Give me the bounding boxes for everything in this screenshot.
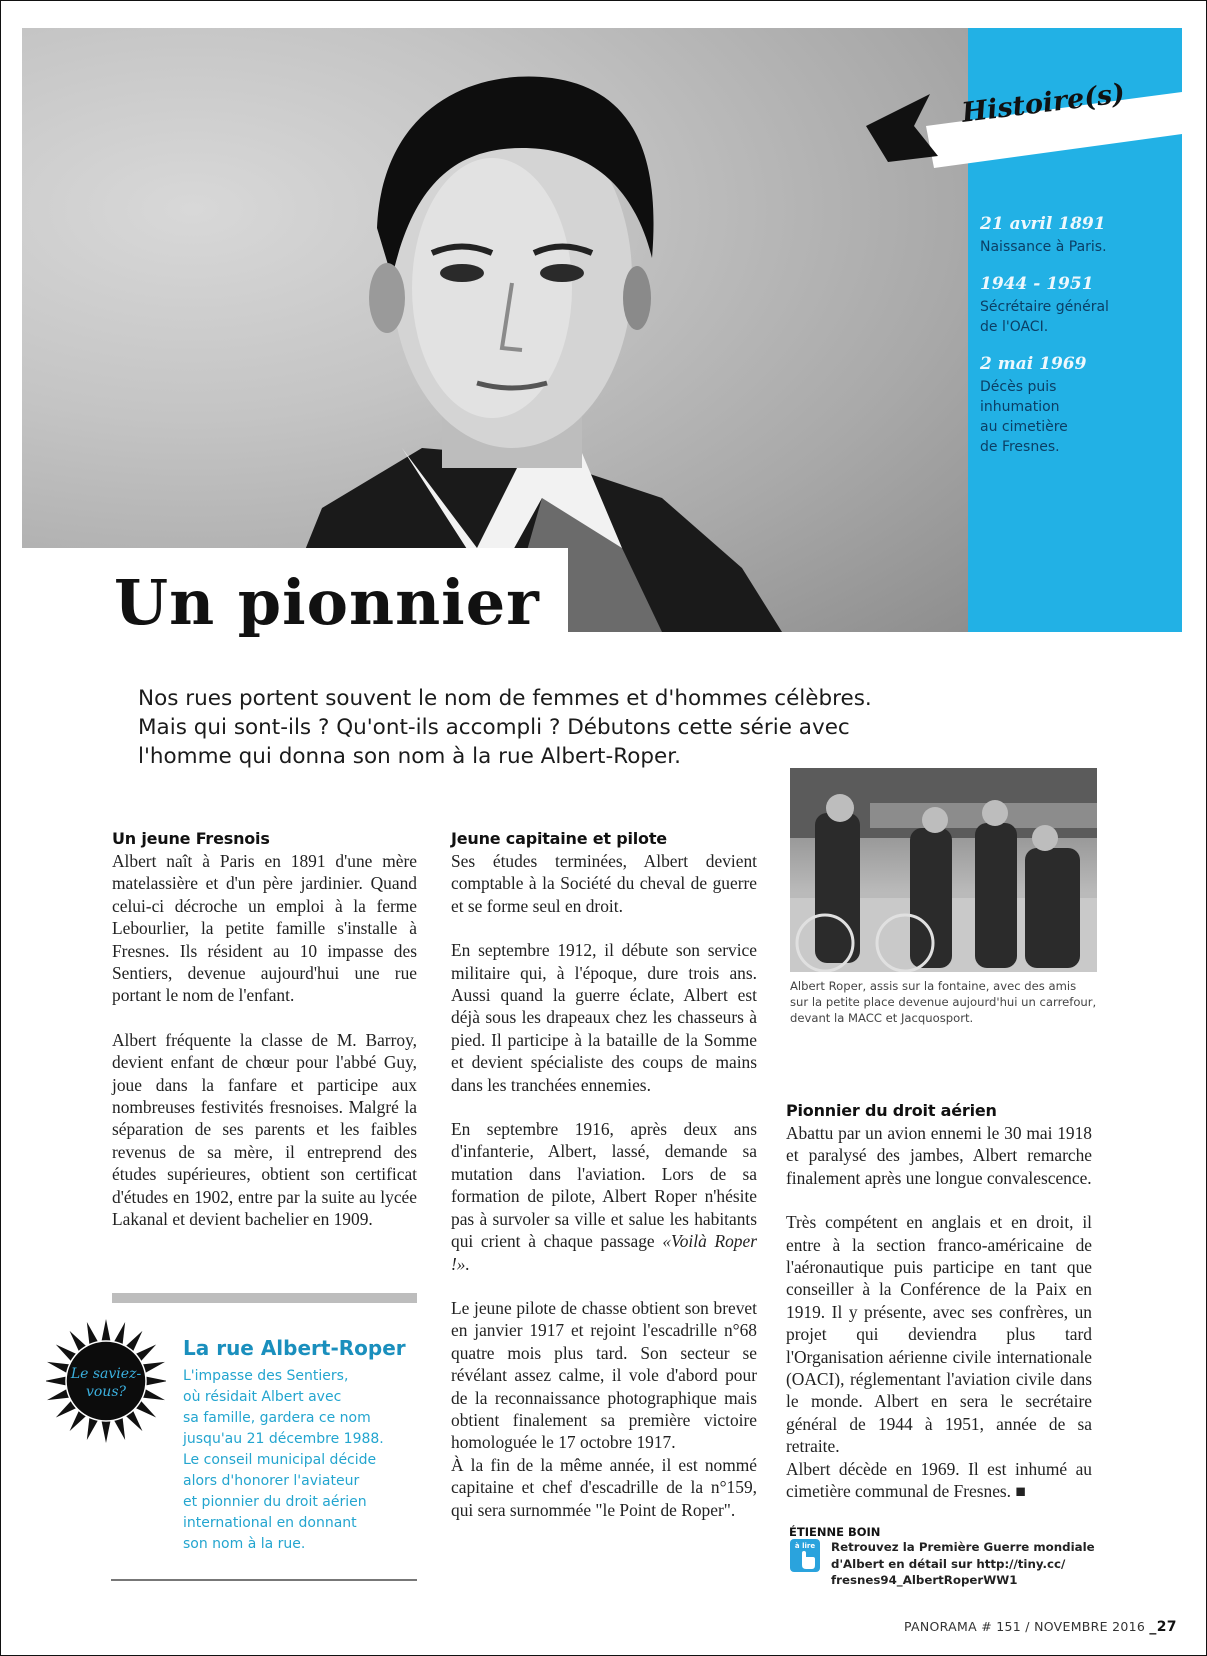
section-heading: Pionnier du droit aérien (786, 1101, 997, 1120)
timeline-date: 2 mai 1969 (980, 354, 1087, 374)
hand-glyph (790, 1539, 820, 1572)
timeline-line: de l'OACI. (980, 319, 1049, 335)
page-number: _27 (1149, 1619, 1177, 1635)
sun-ray (46, 1376, 68, 1386)
timeline-line: de Fresnes. (980, 439, 1060, 455)
paragraph: Ses études terminées, Albert devient comptable à la Société du cheval de guerre et se forme seul en droit. (451, 851, 757, 916)
timeline-item (980, 274, 1170, 337)
timeline-line: au cimetière (980, 419, 1068, 435)
article-column-3 (786, 1100, 1092, 1503)
hand-pointer-icon[interactable] (790, 1539, 820, 1572)
intro-lede (138, 684, 958, 771)
box-line: son nom à la rue. (183, 1536, 306, 1552)
timeline-line: Décès puis (980, 379, 1057, 395)
article-column-1 (112, 828, 417, 1231)
sun-badge-icon (46, 1316, 166, 1446)
group-photo-illustration (790, 768, 1097, 972)
box-line: Le conseil municipal décide (183, 1452, 377, 1468)
intro-line: Nos rues portent souvent le nom de femmes et d'hommes célèbres. (138, 686, 872, 711)
caption-line: devant la MACC et Jacquosport. (790, 1011, 974, 1025)
box-line: alors d'honorer l'aviateur (183, 1473, 360, 1489)
publication-info: PANORAMA # 151 / NOVEMBRE 2016 (904, 1619, 1146, 1634)
sun-ray (101, 1319, 111, 1343)
paragraph: Le jeune pilote de chasse obtient son brevet en janvier 1917 et rejoint l'escadrille n°68 quatre mois plus tard. Son secteur se révélant assez calme, il vole d'abord pour de la reconnaissance photographique mais obtient finalement sa première victoire homologuée le 17 octobre 1917. (451, 1297, 757, 1453)
box-line: jusqu'au 21 décembre 1988. (183, 1431, 384, 1447)
timeline-text (980, 297, 1170, 337)
quote: «Voilà Roper !». (451, 1231, 757, 1274)
paragraph: Abattu par un avion ennemi le 30 mai 1918 et paralysé des jambes, Albert remarche finalement après une longue convalescence. (786, 1123, 1092, 1188)
timeline-date: 21 avril 1891 (980, 214, 1106, 234)
box-line: international en donnant (183, 1515, 357, 1531)
box-title: La rue Albert-Roper (183, 1336, 406, 1360)
portrait-photo (22, 28, 968, 632)
article-column-2 (451, 828, 757, 1521)
paragraph: Albert fréquente la classe de M. Barroy, devient enfant de chœur pour l'abbé Guy, joue dans la fanfare et participe aux nombreuses festivités fresnoises. Malgré la séparation de ses parents et les faibles revenus de sa mère, il entreprend des études supérieures, obtient son certificat d'études en 1902, entre par la suite au lycée Lakanal et devient bachelier en 1909. (112, 1029, 417, 1230)
timeline-item (980, 214, 1170, 257)
paragraph (451, 1118, 757, 1275)
caption-line: Albert Roper, assis sur la fontaine, avec des amis (790, 979, 1077, 993)
byline: ÉTIENNE BOIN (789, 1525, 881, 1539)
intro-line: l'homme qui donna son nom à la rue Albert-Roper. (138, 744, 681, 769)
timeline-text (980, 377, 1170, 457)
badge-line-1: Le saviez- (70, 1366, 142, 1382)
box-line: sa famille, gardera ce nom (183, 1410, 371, 1426)
portrait-illustration (22, 28, 968, 632)
read-more-line: Retrouvez la Première Guerre mondiale (831, 1540, 1095, 1554)
section-label: Histoire(s) (960, 78, 1127, 129)
box-line: où résidait Albert avec (183, 1389, 342, 1405)
timeline-item (980, 354, 1170, 457)
timeline-text (980, 237, 1170, 257)
timeline-line: Sécrétaire général (980, 299, 1109, 315)
box-line: L'impasse des Sentiers, (183, 1368, 349, 1384)
box-bottom-rule (111, 1579, 417, 1581)
paragraph: Très compétent en anglais et en droit, il entre à la section franco-américaine de l'aéronautique puis participe en tant que conseiller à la Conférence de la Paix en 1919. Il y présente, avec ses confrères, un projet qui deviendra plus tard l'Organisation aérienne civile internationale (OACI), réglementant l'aviation civile dans le monde. Albert en sera le secrétaire général de 1944 à 1951, année de sa retraite. (786, 1212, 1092, 1457)
caption-line: sur la petite place devenue aujourd'hui un carrefour, (790, 995, 1097, 1009)
timeline-date: 1944 - 1951 (980, 274, 1094, 294)
photo-caption (790, 978, 1110, 1026)
box-top-bar (112, 1293, 417, 1303)
read-icon-label: à lire (794, 1542, 816, 1550)
paragraph: En septembre 1912, il débute son service militaire qui, à l'époque, dure trois ans. Aussi quand la guerre éclate, Albert est déjà sous les drapeaux chez les chasseurs à pied. Il participe à la bataille de la Somme et devient spécialiste des coups de mains dans les tranchées ennemies. (451, 940, 757, 1095)
paragraph-text: En septembre 1916, après deux ans d'infanterie, Albert, lassé, demande sa mutation dans l'aviation. Lors de sa formation de pilote, Albert Roper n'hésite pas à survoler sa ville et salue les habitants qui crient à chaque passage (451, 1119, 757, 1252)
sun-ray (101, 1419, 111, 1443)
timeline-line: Naissance à Paris. (980, 239, 1107, 255)
page-footer (904, 1619, 1177, 1635)
intro-line: Mais qui sont-ils ? Qu'ont-ils accompli ? Débutons cette série avec (138, 715, 850, 740)
sun-ray (144, 1376, 166, 1386)
timeline-line: inhumation (980, 399, 1060, 415)
box-line: et pionnier du droit aérien (183, 1494, 367, 1510)
section-heading: Un jeune Fresnois (112, 829, 270, 848)
group-photo (790, 768, 1097, 972)
timeline (980, 214, 1170, 474)
paragraph: Albert décède en 1969. Il est inhumé au cimetière communal de Fresnes. ■ (786, 1458, 1092, 1502)
read-more-line: fresnes94_AlbertRoperWW1 (831, 1573, 1018, 1587)
read-more-line: d'Albert en détail sur http://tiny.cc/ (831, 1556, 1066, 1571)
section-heading: Jeune capitaine et pilote (451, 829, 667, 848)
paragraph: À la fin de la même année, il est nommé capitaine et chef d'escadrille de la n°159, qui sera surnommée "le Point de Roper". (451, 1454, 757, 1520)
page-title: Un pionnier (114, 566, 540, 639)
badge-line-2: vous? (85, 1384, 127, 1400)
paragraph: Albert naît à Paris en 1891 d'une mère matelassière et d'un père jardinier. Quand celui-ci décroche un emploi à la ferme Lebourlier, la petite famille s'installe à Fresnes. Ils résident au 10 impasse des Sentiers, devenue aujourd'hui une rue portant le nom de l'enfant. (112, 851, 417, 1006)
box-text (183, 1366, 423, 1555)
read-more-link[interactable] (831, 1539, 1121, 1589)
